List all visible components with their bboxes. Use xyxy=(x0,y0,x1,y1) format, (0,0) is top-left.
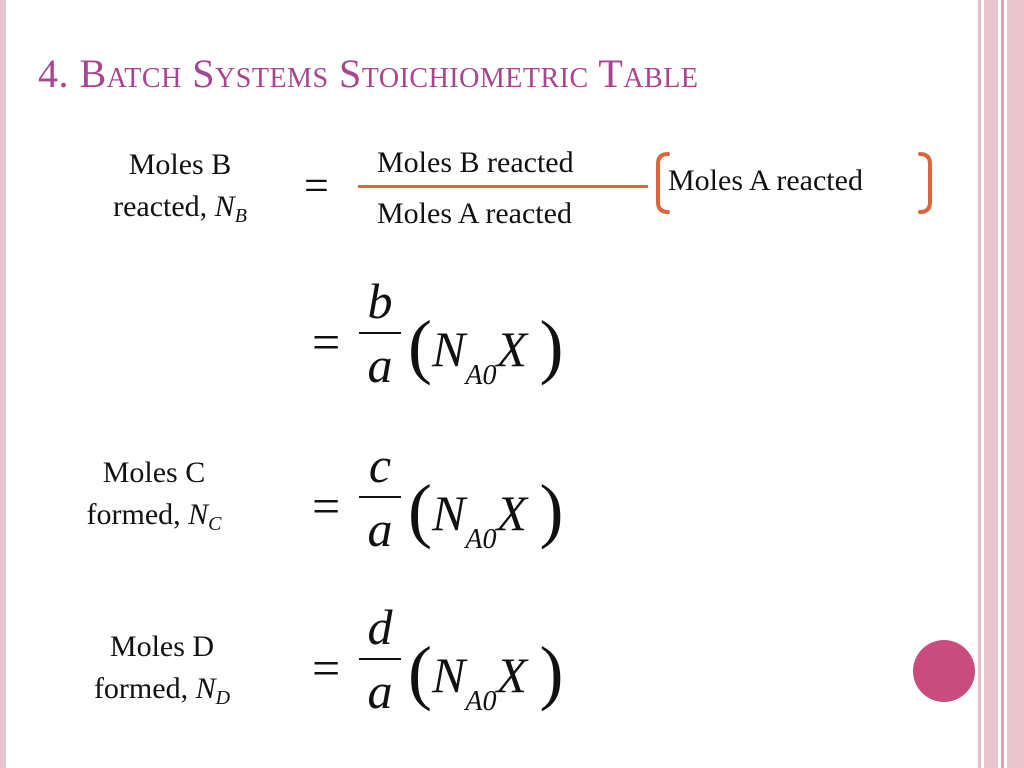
moles-b-label xyxy=(90,144,270,228)
formula-d-coef-numerator: d xyxy=(367,599,393,655)
multiplier-moles-a-reacted: Moles A reacted xyxy=(668,164,863,197)
moles-d-label-line2: formed, xyxy=(93,672,196,705)
formula-c-close-paren: ) xyxy=(539,470,564,550)
moles-d-subscript: D xyxy=(215,687,231,709)
formula-c-coef-denominator: a xyxy=(367,501,393,557)
right-border-stripes xyxy=(978,0,1024,768)
formula-c-open-paren: ( xyxy=(408,470,432,550)
formula-b-subscript: A0 xyxy=(465,360,497,391)
formula-c-subscript: A0 xyxy=(465,524,497,555)
ratio-denominator: Moles A reacted xyxy=(377,197,572,230)
formula-d-term xyxy=(408,632,564,717)
formula-b-open-paren: ( xyxy=(408,306,432,386)
moles-d-symbol: N xyxy=(195,672,216,705)
formula-d-coef-denominator: a xyxy=(367,663,393,719)
formula-c-coef-numerator: c xyxy=(368,437,392,493)
equals-sign-definition: = xyxy=(304,161,329,210)
moles-d-label xyxy=(72,626,252,710)
moles-c-subscript: C xyxy=(208,513,222,535)
formula-b-coefficient xyxy=(355,273,405,393)
moles-b-label-line1: Moles B xyxy=(128,148,232,181)
slide-title: 4. Batch Systems Stoichiometric Table xyxy=(38,51,699,96)
moles-b-label-line2: reacted, xyxy=(113,190,215,223)
formula-d-open-paren: ( xyxy=(408,632,432,712)
moles-c-symbol: N xyxy=(188,498,209,531)
ratio-numerator: Moles B reacted xyxy=(377,146,574,179)
moles-d-label-line1: Moles D xyxy=(109,630,215,663)
formula-b-coef-denominator: a xyxy=(367,337,393,393)
formula-b-n: N xyxy=(431,321,466,377)
formula-b-x: X xyxy=(496,321,527,377)
formula-d-equals: = xyxy=(312,640,341,696)
formula-c-n: N xyxy=(431,485,466,541)
formula-b-fraction-bar xyxy=(359,332,401,334)
formula-c-fraction-bar xyxy=(359,496,401,498)
right-bracket-icon xyxy=(916,150,938,216)
formula-d-x: X xyxy=(496,647,527,703)
ratio-fraction-line xyxy=(358,185,648,188)
left-border-stripe xyxy=(0,0,6,768)
moles-c-label-line1: Moles C xyxy=(102,456,206,489)
formula-d-close-paren: ) xyxy=(539,632,564,712)
formula-b-term xyxy=(408,306,564,391)
formula-c-x: X xyxy=(496,485,527,541)
moles-b-subscript: B xyxy=(234,205,247,227)
decorative-circle xyxy=(913,640,975,702)
formula-d-coefficient xyxy=(355,599,405,719)
formula-b-coef-numerator: b xyxy=(367,273,393,329)
moles-c-label-line2: formed, xyxy=(86,498,189,531)
formula-d-subscript: A0 xyxy=(465,686,497,717)
formula-b-close-paren: ) xyxy=(539,306,564,386)
formula-d-n: N xyxy=(431,647,466,703)
formula-c-coefficient xyxy=(355,437,405,557)
moles-b-symbol: N xyxy=(214,190,235,223)
moles-c-label xyxy=(64,452,244,536)
formula-d-fraction-bar xyxy=(359,658,401,660)
formula-c-term xyxy=(408,470,564,555)
formula-c-equals: = xyxy=(312,478,341,534)
formula-b-equals: = xyxy=(312,314,341,370)
